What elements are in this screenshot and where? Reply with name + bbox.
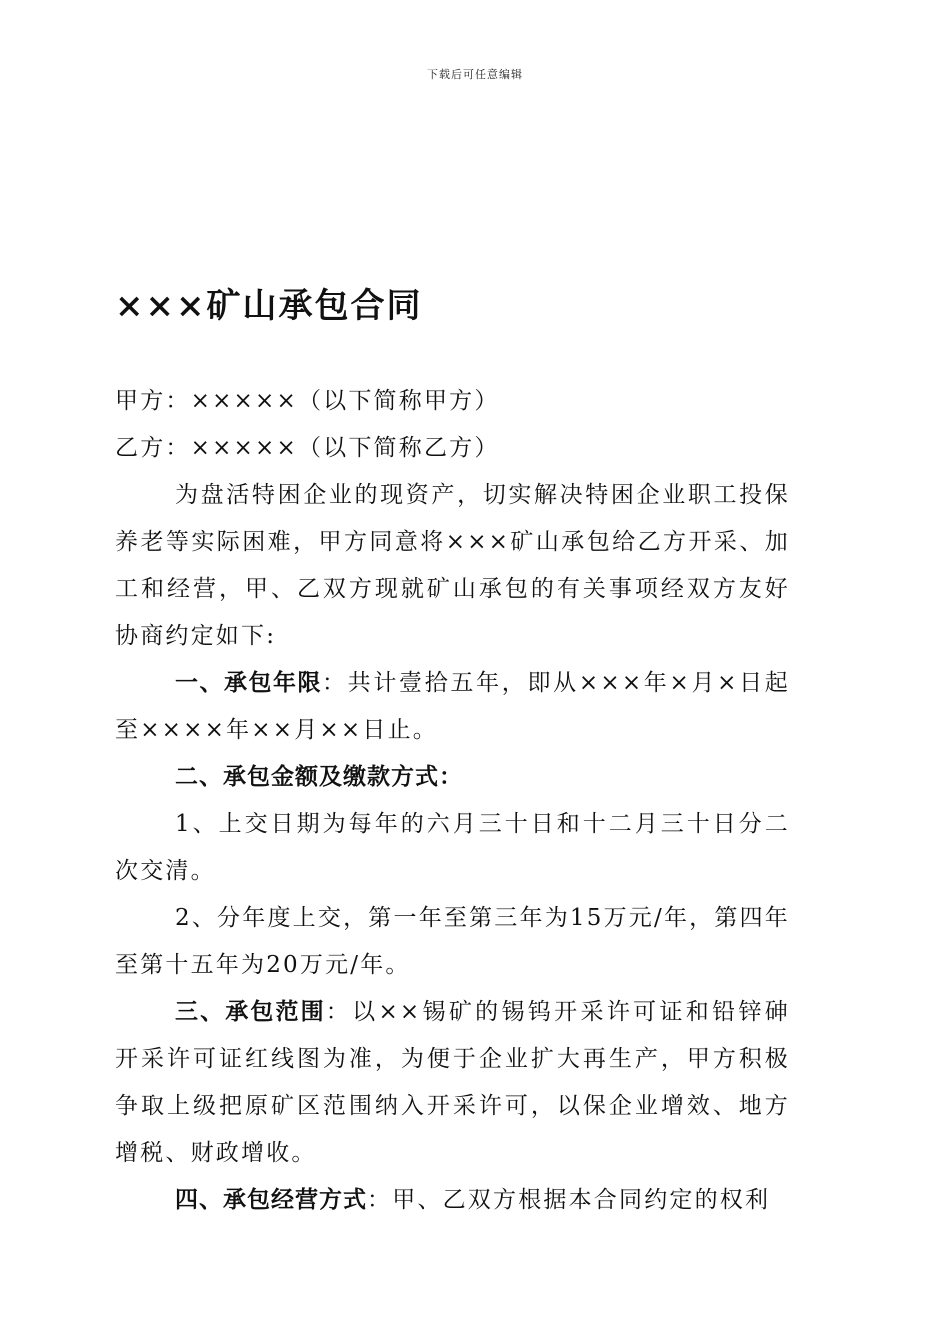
section-2-heading xyxy=(115,754,790,801)
section-2-item-1: 1、上交日期为每年的六月三十日和十二月三十日分二次交清。 xyxy=(115,811,790,884)
party-b-line: 乙方：×××××（以下简称乙方） xyxy=(115,435,500,461)
preamble-paragraph: 为盘活特困企业的现资产，切实解决特困企业职工投保养老等实际困难，甲方同意将×××矿山承包给乙方开采、加工和经营，甲、乙双方现就矿山承包的有关事项经双方友好协商约定如下: xyxy=(115,482,790,649)
section-1-text: ：共计壹拾五年，即从×××年×月×日起至××××年××月××日止。 xyxy=(115,670,790,743)
section-1-title: 一、承包年限 xyxy=(175,670,322,696)
section-2-item-2: 2、分年度上交，第一年至第三年为15万元/年，第四年至第十五年为20万元/年。 xyxy=(115,905,790,978)
document-title: ×××矿山承包合同 xyxy=(115,286,423,326)
contract-body xyxy=(115,378,790,1224)
page-header-note: 下载后可任意编辑 xyxy=(427,68,523,81)
section-1-paragraph xyxy=(115,660,790,754)
section-3-text: ：以××锡矿的锡钨开采许可证和铅锌砷开采许可证红线图为准，为便于企业扩大再生产，甲方积极争取上级把原矿区范围纳入开采许可，以保企业增效、地方增税、财政增收。 xyxy=(115,999,790,1166)
section-4-title: 四、承包经营方式 xyxy=(175,1187,367,1213)
section-2-title: 二、承包金额及缴款方式： xyxy=(175,764,463,790)
party-a-line: 甲方：×××××（以下简称甲方） xyxy=(115,388,500,414)
section-4-paragraph xyxy=(115,1177,790,1224)
section-3-title: 三、承包范围 xyxy=(175,999,326,1025)
section-3-paragraph xyxy=(115,989,790,1177)
section-4-text: ：甲、乙双方根据本合同约定的权利 xyxy=(367,1187,771,1213)
